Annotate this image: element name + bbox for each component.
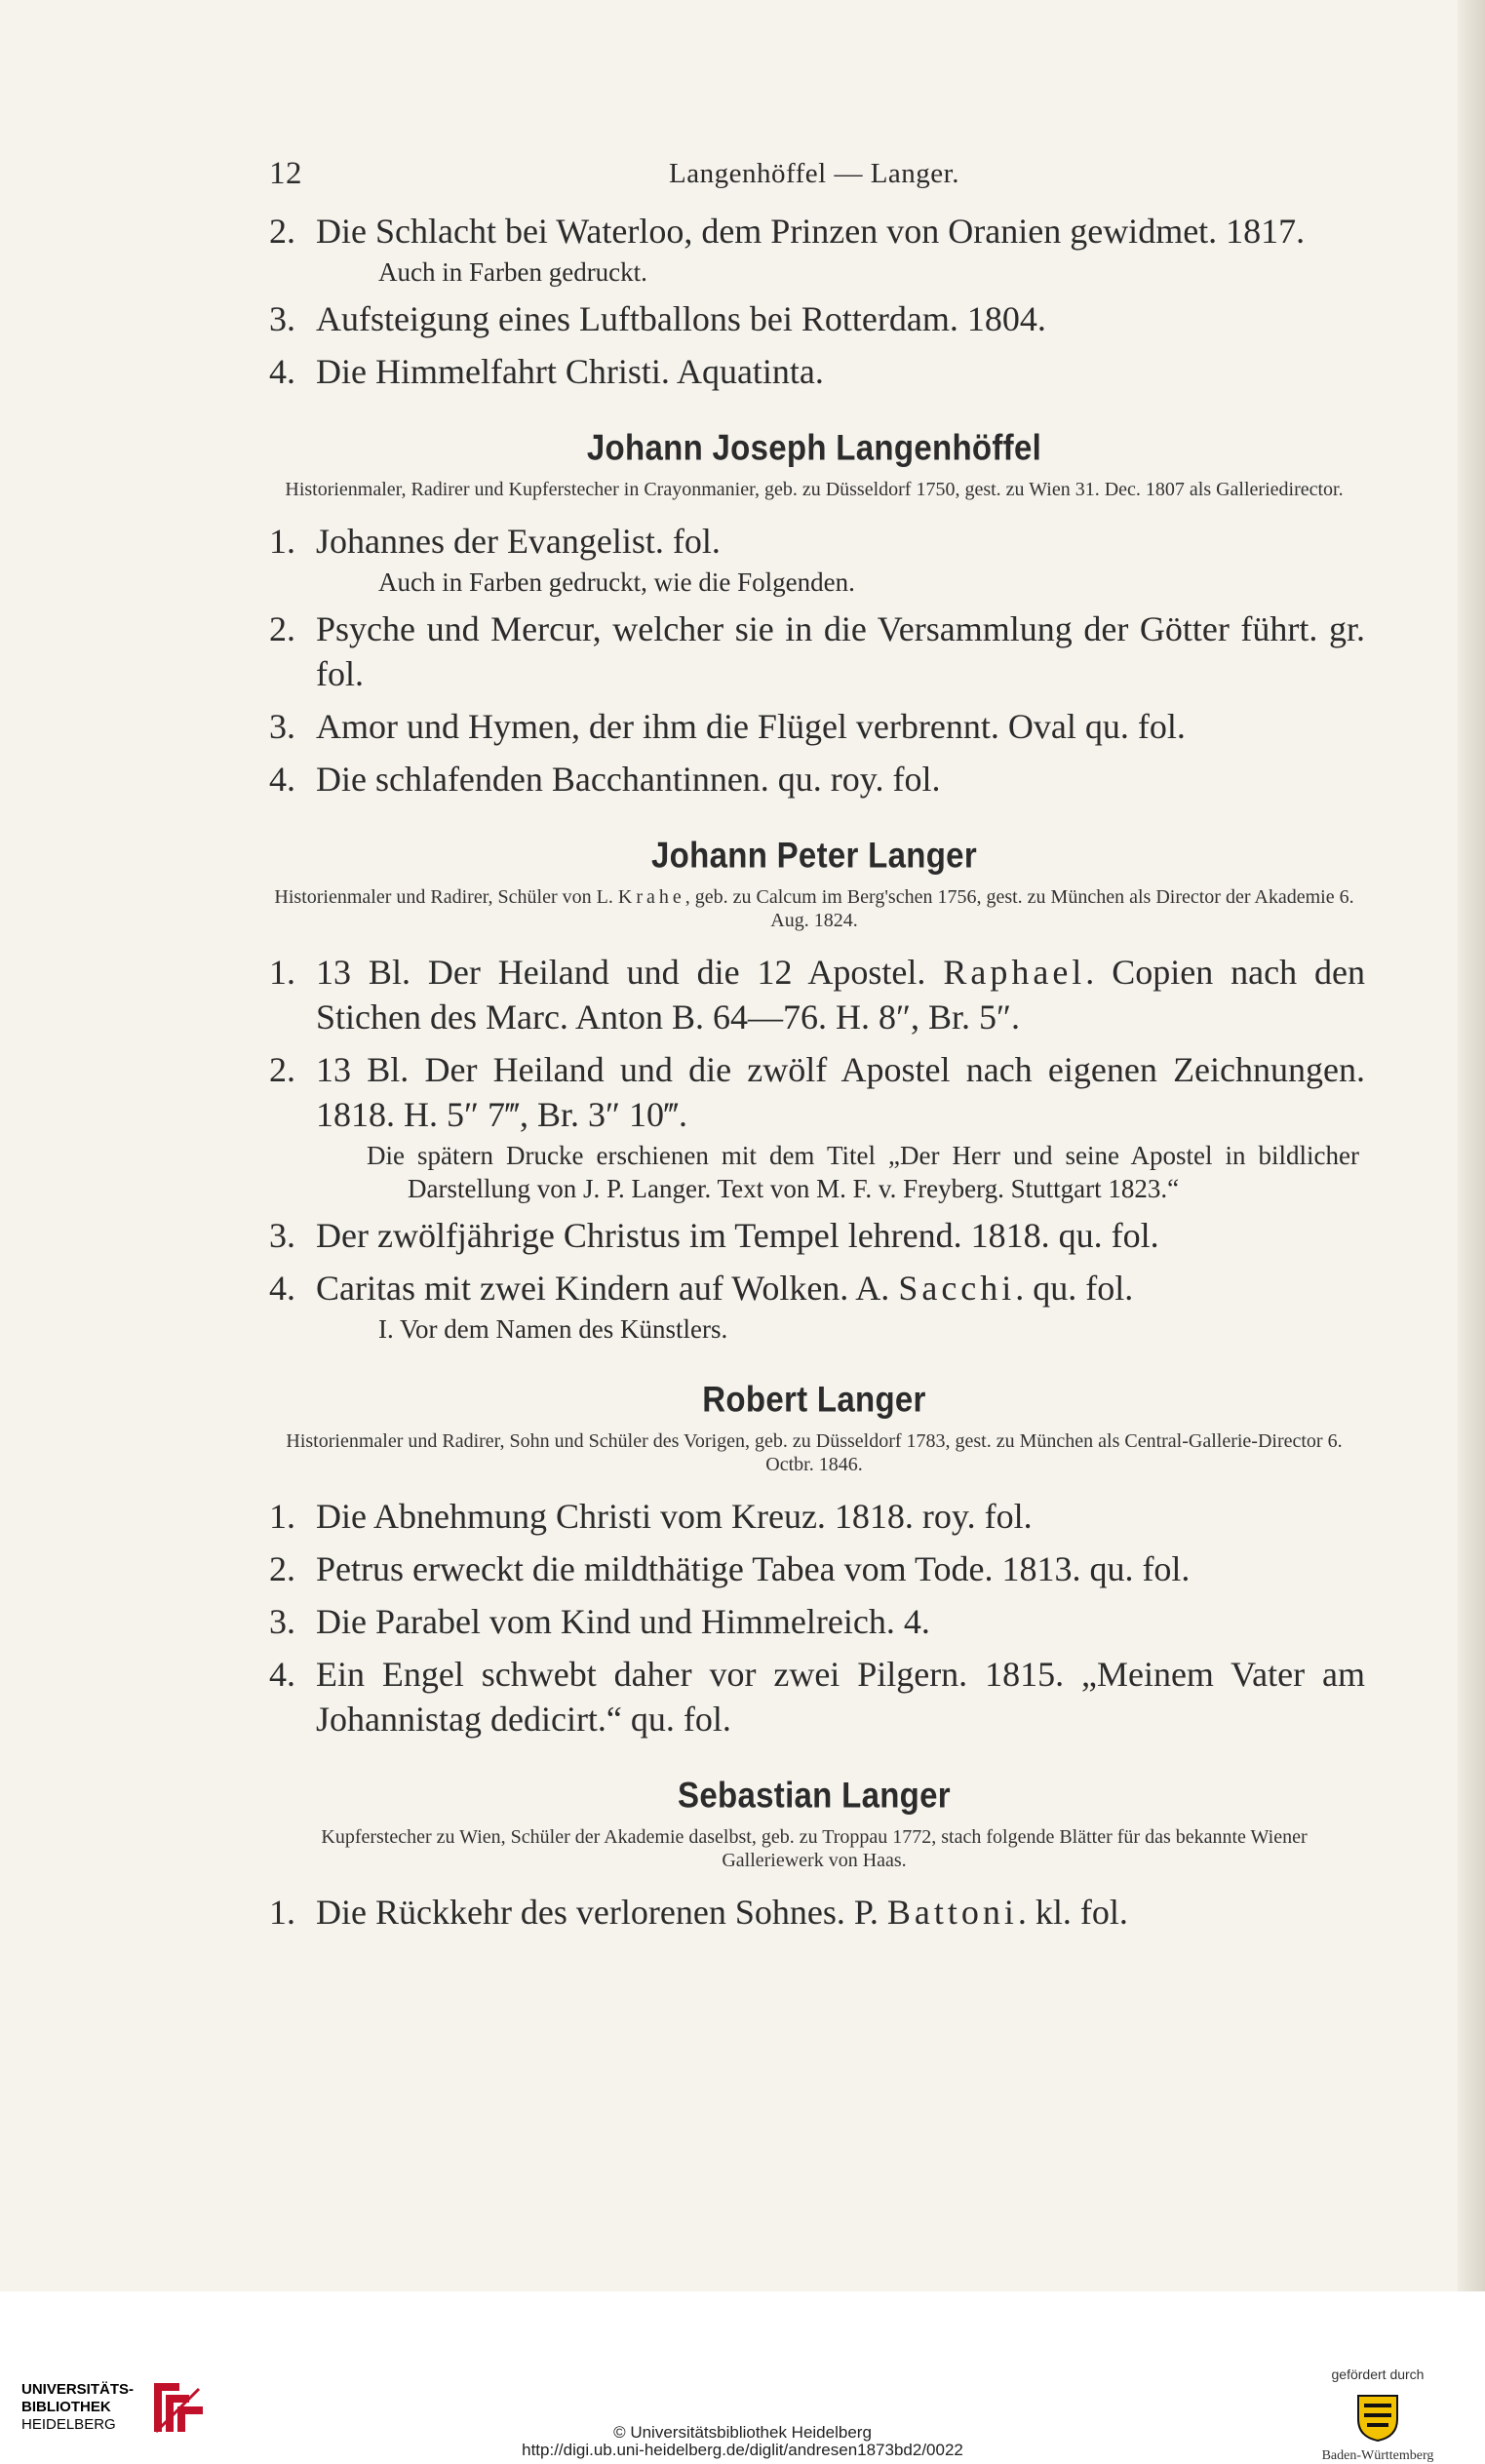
item-number: 3. bbox=[269, 299, 295, 338]
artist-heading: Sebastian Langer bbox=[678, 1774, 951, 1816]
item-text: . kl. fol. bbox=[1017, 1893, 1128, 1932]
item-text: Ein Engel schwebt daher vor zwei Pilgern. 1815. „Meinem Vater am Johannistag dedicirt.“ qu. fol. bbox=[316, 1655, 1365, 1739]
library-name-line: UNIVERSITÄTS- bbox=[21, 2381, 135, 2398]
list-item bbox=[263, 704, 1365, 749]
item-text: Psyche und Mercur, welcher sie in die Versammlung der Götter führt. gr. fol. bbox=[316, 609, 1365, 693]
list-item bbox=[263, 296, 1365, 341]
item-number: 1. bbox=[269, 953, 295, 992]
page-number: 12 bbox=[269, 156, 302, 191]
item-number: 3. bbox=[269, 1602, 295, 1641]
item-text: Die Abnehmung Christi vom Kreuz. 1818. roy. fol. bbox=[316, 1497, 1033, 1536]
item-number: 4. bbox=[269, 352, 295, 391]
item-number: 3. bbox=[269, 1216, 295, 1255]
copyright-text: © Universitätsbibliothek Heidelberg bbox=[613, 2423, 872, 2442]
artist-heading: Johann Joseph Langenhöffel bbox=[586, 426, 1042, 468]
list-item bbox=[263, 1494, 1365, 1539]
page-edge-shadow bbox=[1458, 0, 1485, 2291]
item-note: Auch in Farben gedruckt. bbox=[378, 257, 647, 287]
item-text: Amor und Hymen, der ihm die Flügel verbrennt. Oval qu. fol. bbox=[316, 707, 1186, 746]
item-number: 2. bbox=[269, 1549, 295, 1588]
list-item bbox=[263, 209, 1365, 254]
repository-footer bbox=[0, 2291, 1485, 2462]
item-number: 3. bbox=[269, 707, 295, 746]
item-text: Caritas mit zwei Kindern auf Wolken. A. bbox=[316, 1269, 899, 1308]
copyright-block bbox=[0, 2424, 1485, 2459]
artist-section bbox=[263, 1378, 1365, 1741]
baden-wuerttemberg-crest-icon bbox=[1350, 2390, 1405, 2444]
item-number: 4. bbox=[269, 1655, 295, 1694]
list-item bbox=[263, 757, 1365, 802]
item-text: Die schlafenden Bacchantinnen. qu. roy. fol. bbox=[316, 760, 941, 799]
list-item bbox=[263, 1047, 1365, 1137]
item-number: 1. bbox=[269, 522, 295, 561]
item-number: 4. bbox=[269, 1269, 295, 1308]
item-number: 4. bbox=[269, 760, 295, 799]
artist-section bbox=[263, 1774, 1365, 1935]
item-text: Die Rückkehr des verlorenen Sohnes. P. bbox=[316, 1893, 887, 1932]
list-item bbox=[263, 606, 1365, 696]
sponsor-name: Baden-Württemberg bbox=[1321, 2448, 1434, 2463]
library-name-line: HEIDELBERG bbox=[21, 2416, 116, 2433]
list-item bbox=[263, 1266, 1365, 1310]
bio-teacher-name: Krahe bbox=[617, 886, 685, 908]
list-item bbox=[263, 1652, 1365, 1741]
library-name-line: BIBLIOTHEK bbox=[21, 2399, 111, 2415]
list-item bbox=[263, 519, 1365, 564]
running-head bbox=[263, 156, 1365, 201]
sponsor-label: gefördert durch bbox=[1331, 2366, 1425, 2382]
item-text: Johannes der Evangelist. fol. bbox=[316, 522, 721, 561]
item-artist-name: Battoni bbox=[886, 1893, 1018, 1932]
intro-list bbox=[263, 209, 1365, 394]
item-artist-name: Sacchi bbox=[898, 1269, 1016, 1308]
artist-bio: Historienmaler und Radirer, Sohn und Schüler des Vorigen, geb. zu Düsseldorf 1783, gest. zu München als Central-Gallerie-Director 6. Octbr. 1846. bbox=[286, 1430, 1343, 1475]
artist-bio bbox=[263, 885, 1365, 932]
item-number: 2. bbox=[269, 212, 295, 251]
item-text: Petrus erweckt die mildthätige Tabea vom Tode. 1813. qu. fol. bbox=[316, 1549, 1191, 1588]
artist-section bbox=[263, 834, 1366, 1346]
list-item bbox=[263, 1599, 1365, 1644]
artist-section bbox=[263, 426, 1365, 802]
item-text: . qu. fol. bbox=[1015, 1269, 1134, 1308]
item-number: 1. bbox=[269, 1893, 295, 1932]
artist-heading: Johann Peter Langer bbox=[651, 834, 977, 876]
item-text: Die Parabel vom Kind und Himmelreich. 4. bbox=[316, 1602, 930, 1641]
sponsor-block bbox=[1309, 2366, 1446, 2464]
item-number: 1. bbox=[269, 1497, 295, 1536]
item-note: I. Vor dem Namen des Künstlers. bbox=[378, 1314, 728, 1344]
item-text: Aufsteigung eines Luftballons bei Rotterdam. 1804. bbox=[316, 299, 1046, 338]
item-text: Der zwölfjährige Christus im Tempel lehrend. 1818. qu. fol. bbox=[316, 1216, 1159, 1255]
list-item bbox=[263, 349, 1365, 394]
item-text: Die Schlacht bei Waterloo, dem Prinzen von Oranien gewidmet. 1817. bbox=[316, 212, 1306, 251]
item-number: 2. bbox=[269, 1050, 295, 1089]
item-text: Die Himmelfahrt Christi. Aquatinta. bbox=[316, 352, 824, 391]
artist-bio: Historienmaler, Radirer und Kupferstecher in Crayonmanier, geb. zu Düsseldorf 1750, gest. zu Wien 31. Dec. 1807 als Galleriedirector. bbox=[285, 479, 1344, 500]
bio-text: Historienmaler und Radirer, Schüler von L. bbox=[274, 886, 618, 908]
running-title: Langenhöffel — Langer. bbox=[669, 158, 959, 189]
bio-text: , geb. zu Calcum im Berg'schen 1756, gest. zu München als Director der Akademie 6. Aug. 1824. bbox=[684, 886, 1354, 931]
item-artist-name: Raphael bbox=[943, 953, 1086, 992]
item-number: 2. bbox=[269, 609, 295, 648]
list-item bbox=[263, 1546, 1365, 1591]
artist-heading: Robert Langer bbox=[702, 1378, 926, 1420]
item-text: 13 Bl. Der Heiland und die 12 Apostel. bbox=[316, 953, 944, 992]
list-item bbox=[263, 950, 1365, 1039]
item-text: 13 Bl. Der Heiland und die zwölf Apostel nach eigenen Zeichnungen. 1818. H. 5″ 7‴, Br. 3″ 10‴. bbox=[316, 1050, 1365, 1134]
item-text: . Copien nach den Stichen des Marc. Anton B. 64—76. H. 8″, Br. 5″. bbox=[316, 953, 1366, 1036]
list-item bbox=[263, 1213, 1365, 1258]
item-note: Auch in Farben gedruckt, wie die Folgenden. bbox=[378, 567, 855, 597]
document-page bbox=[263, 156, 1365, 1935]
list-item bbox=[263, 1890, 1365, 1935]
source-url-link[interactable]: http://digi.ub.uni-heidelberg.de/diglit/andresen1873bd2/0022 bbox=[522, 2441, 963, 2459]
artist-bio: Kupferstecher zu Wien, Schüler der Akademie daselbst, geb. zu Troppau 1772, stach folgende Blätter für das bekannte Wiener Galleriewerk von Haas. bbox=[321, 1826, 1308, 1871]
item-note: Die spätern Drucke erschienen mit dem Titel „Der Herr und seine Apostel in bildlicher Darstellung von J. P. Langer. Text von M. F. v. Freyberg. Stuttgart 1823.“ bbox=[367, 1141, 1359, 1203]
